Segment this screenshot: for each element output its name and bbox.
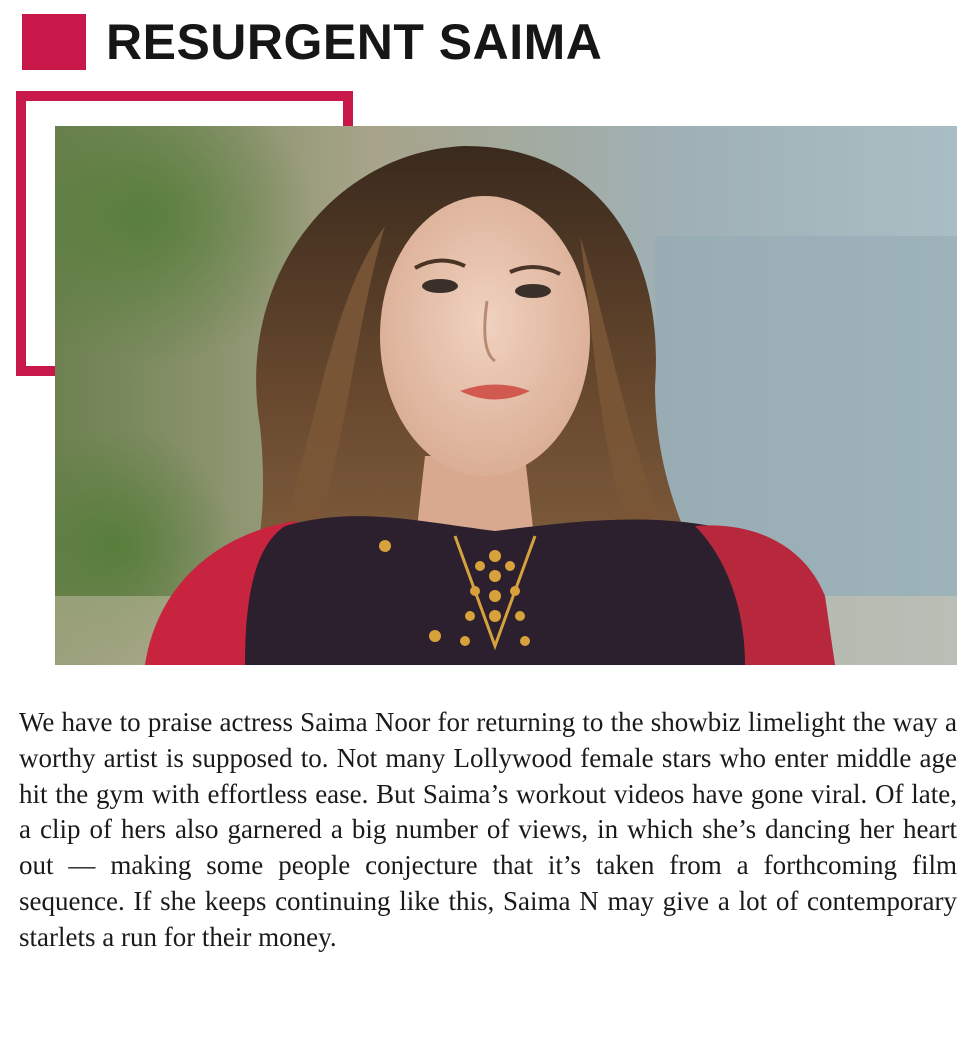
article-title: RESURGENT SAIMA (106, 14, 603, 70)
heading-accent-square (22, 14, 86, 70)
article-photo (55, 126, 957, 665)
article-body: We have to praise actress Saima Noor for returning to the showbiz limelight the way a worthy artist is supposed to. Not many Lollywood female stars who enter middle age hit the gym with effortless ease. But Saima’s workout videos have gone viral. Of late, a clip of hers also garnered a big number of views, in which she’s dancing her heart out — making some people conjecture that it’s taken from a forthcoming film sequence. If she keeps continuing like this, Saima N may give a lot of contemporary starlets a run for their money. (19, 707, 957, 952)
